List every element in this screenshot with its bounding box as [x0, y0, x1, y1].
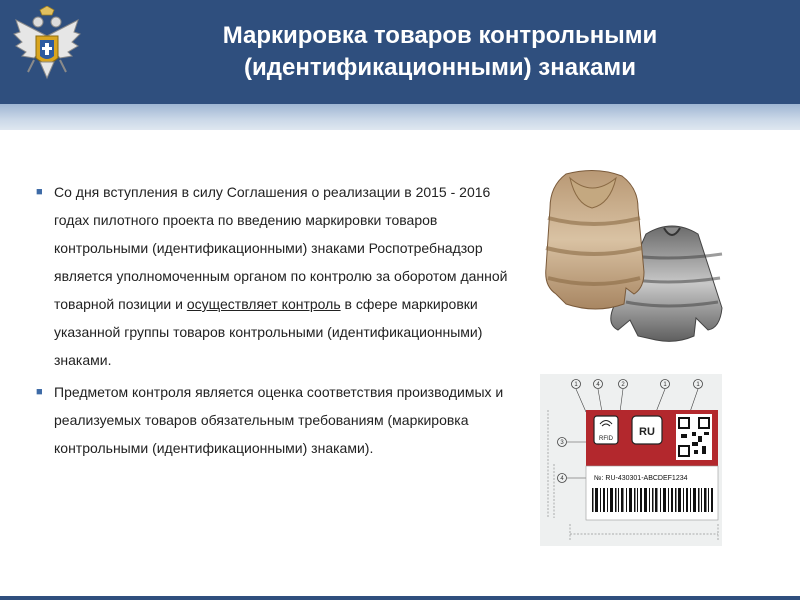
title-line-1: Маркировка товаров контрольными: [222, 22, 658, 49]
marking-label-diagram: [540, 374, 722, 546]
rfid-text: RFID: [599, 436, 613, 442]
double-headed-eagle-emblem-icon: [10, 6, 84, 88]
qr-code-icon: [676, 414, 712, 460]
ru-text: RU: [639, 426, 655, 438]
bullet-text: Предметом контроля является оценка соответствия производимых и реализуемых товаров обязательным требованиям (маркировка контрольными (идентификационными) знаками).: [54, 384, 504, 456]
callout-label: 1: [574, 382, 578, 388]
fur-coats-image: [526, 168, 740, 354]
callout-label: 4: [560, 476, 564, 482]
bullet-text: в сфере маркировки указанной группы товаров контрольными (идентификационными) знаками.: [54, 296, 483, 368]
callout-label: 1: [663, 382, 667, 388]
bullet-list: [36, 178, 514, 466]
underlined-text: осуществляет контроль: [186, 296, 341, 312]
marking-label-scheme-image: [540, 374, 722, 546]
callout-label: 2: [621, 382, 625, 388]
bullet-marker-icon: ■: [36, 386, 43, 398]
title-line-2: (идентификационными) знаками: [244, 54, 636, 81]
bullet-item: [36, 178, 514, 374]
bottom-border: [0, 596, 800, 600]
subheader-gradient: [0, 104, 800, 130]
label-number-text: №: RU-430301-ABCDEF1234: [594, 475, 688, 482]
slide-title: [130, 20, 750, 84]
barcode-icon: [592, 488, 713, 512]
bullet-text: Со дня вступления в силу Соглашения о реализации в 2015 - 2016 годах пилотного проекта по введению маркировки товаров контрольными (идентификационными) знаками Роспотребнадзор является уполномоченным органом по контролю за оборотом данной товарной позиции и: [54, 184, 508, 312]
callout-label: 3: [560, 440, 564, 446]
bullet-marker-icon: ■: [36, 186, 43, 198]
bullet-item: [36, 378, 514, 462]
header-bar: [0, 0, 800, 104]
callout-label: 1: [696, 382, 700, 388]
callout-label: 4: [596, 382, 600, 388]
beige-fur-coat: [546, 170, 644, 309]
